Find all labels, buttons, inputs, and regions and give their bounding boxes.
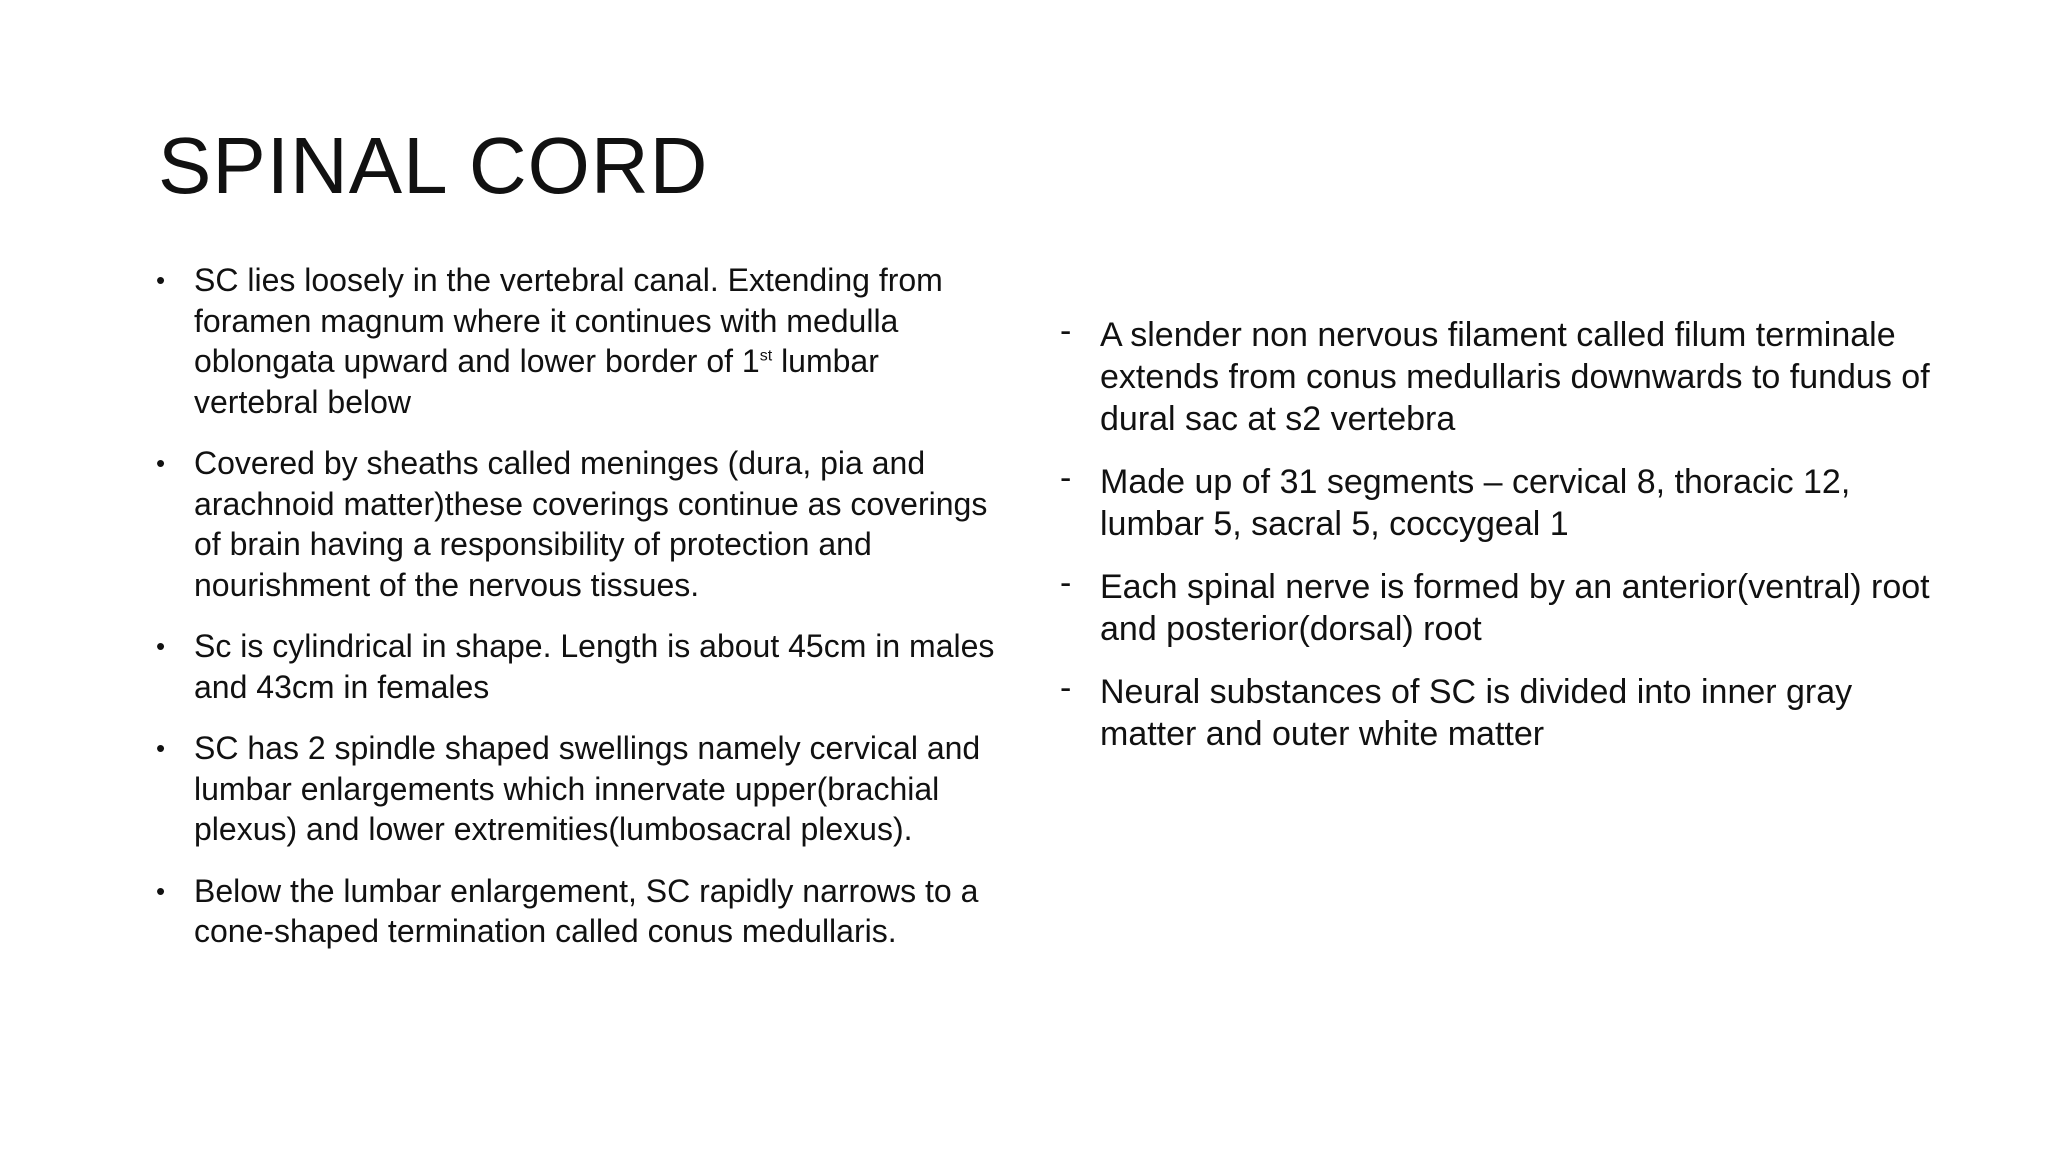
slide-title: SPINAL CORD: [158, 121, 709, 210]
bullet-text: SC has 2 spindle shaped swellings namely cervical and lumbar enlargements which innervate upper(brachial plexus) and lower extremities(lumbosacral plexus).: [194, 730, 981, 847]
left-bullet-item: [152, 728, 1012, 850]
bullet-text: Each spinal nerve is formed by an anterior(ventral) root and posterior(dorsal) root: [1100, 568, 1930, 648]
dash-bullet-icon: -: [1060, 459, 1072, 497]
ordinal-suffix: st: [759, 347, 773, 365]
bullet-text: Sc is cylindrical in shape. Length is about 45cm in males and 43cm in females: [194, 628, 995, 705]
bullet-text: Made up of 31 segments – cervical 8, thoracic 12, lumbar 5, sacral 5, coccygeal 1: [1100, 463, 1851, 543]
bullet-text: SC lies loosely in the vertebral canal. Extending from foramen magnum where it continues with medulla oblongata upward and lower border of 1: [194, 262, 943, 379]
bullet-dot-icon: •: [156, 733, 166, 763]
dash-bullet-icon: -: [1060, 564, 1072, 602]
bullet-dot-icon: •: [156, 265, 166, 295]
left-bullet-item: [152, 871, 1012, 952]
right-bullet-item: [1058, 314, 1938, 440]
left-bullet-item: [152, 443, 1012, 605]
left-bullet-list: [152, 260, 1012, 973]
right-bullet-item: [1058, 671, 1938, 755]
right-bullet-item: [1058, 566, 1938, 650]
bullet-dot-icon: •: [156, 631, 166, 661]
bullet-dot-icon: •: [156, 875, 166, 906]
bullet-text: Below the lumbar enlargement, SC rapidly narrows to a cone-shaped termination called conus medullaris.: [194, 872, 979, 949]
dash-bullet-icon: -: [1060, 669, 1072, 707]
bullet-text: A slender non nervous filament called filum terminale extends from conus medullaris downwards to fundus of dural sac at s2 vertebra: [1100, 316, 1930, 438]
left-bullet-item: [152, 626, 1012, 707]
bullet-text: Covered by sheaths called meninges (dura, pia and arachnoid matter)these coverings continue as coverings of brain having a responsibility of protection and nourishment of the nervous tissues.: [194, 445, 988, 603]
bullet-dot-icon: •: [156, 448, 166, 478]
right-bullet-list: [1058, 314, 1938, 776]
bullet-text-continued: lumbar vertebral below: [194, 343, 879, 420]
bullet-text: Neural substances of SC is divided into inner gray matter and outer white matter: [1100, 673, 1853, 753]
left-bullet-item: [152, 260, 1012, 422]
dash-bullet-icon: -: [1060, 312, 1072, 350]
right-bullet-item: [1058, 461, 1938, 545]
